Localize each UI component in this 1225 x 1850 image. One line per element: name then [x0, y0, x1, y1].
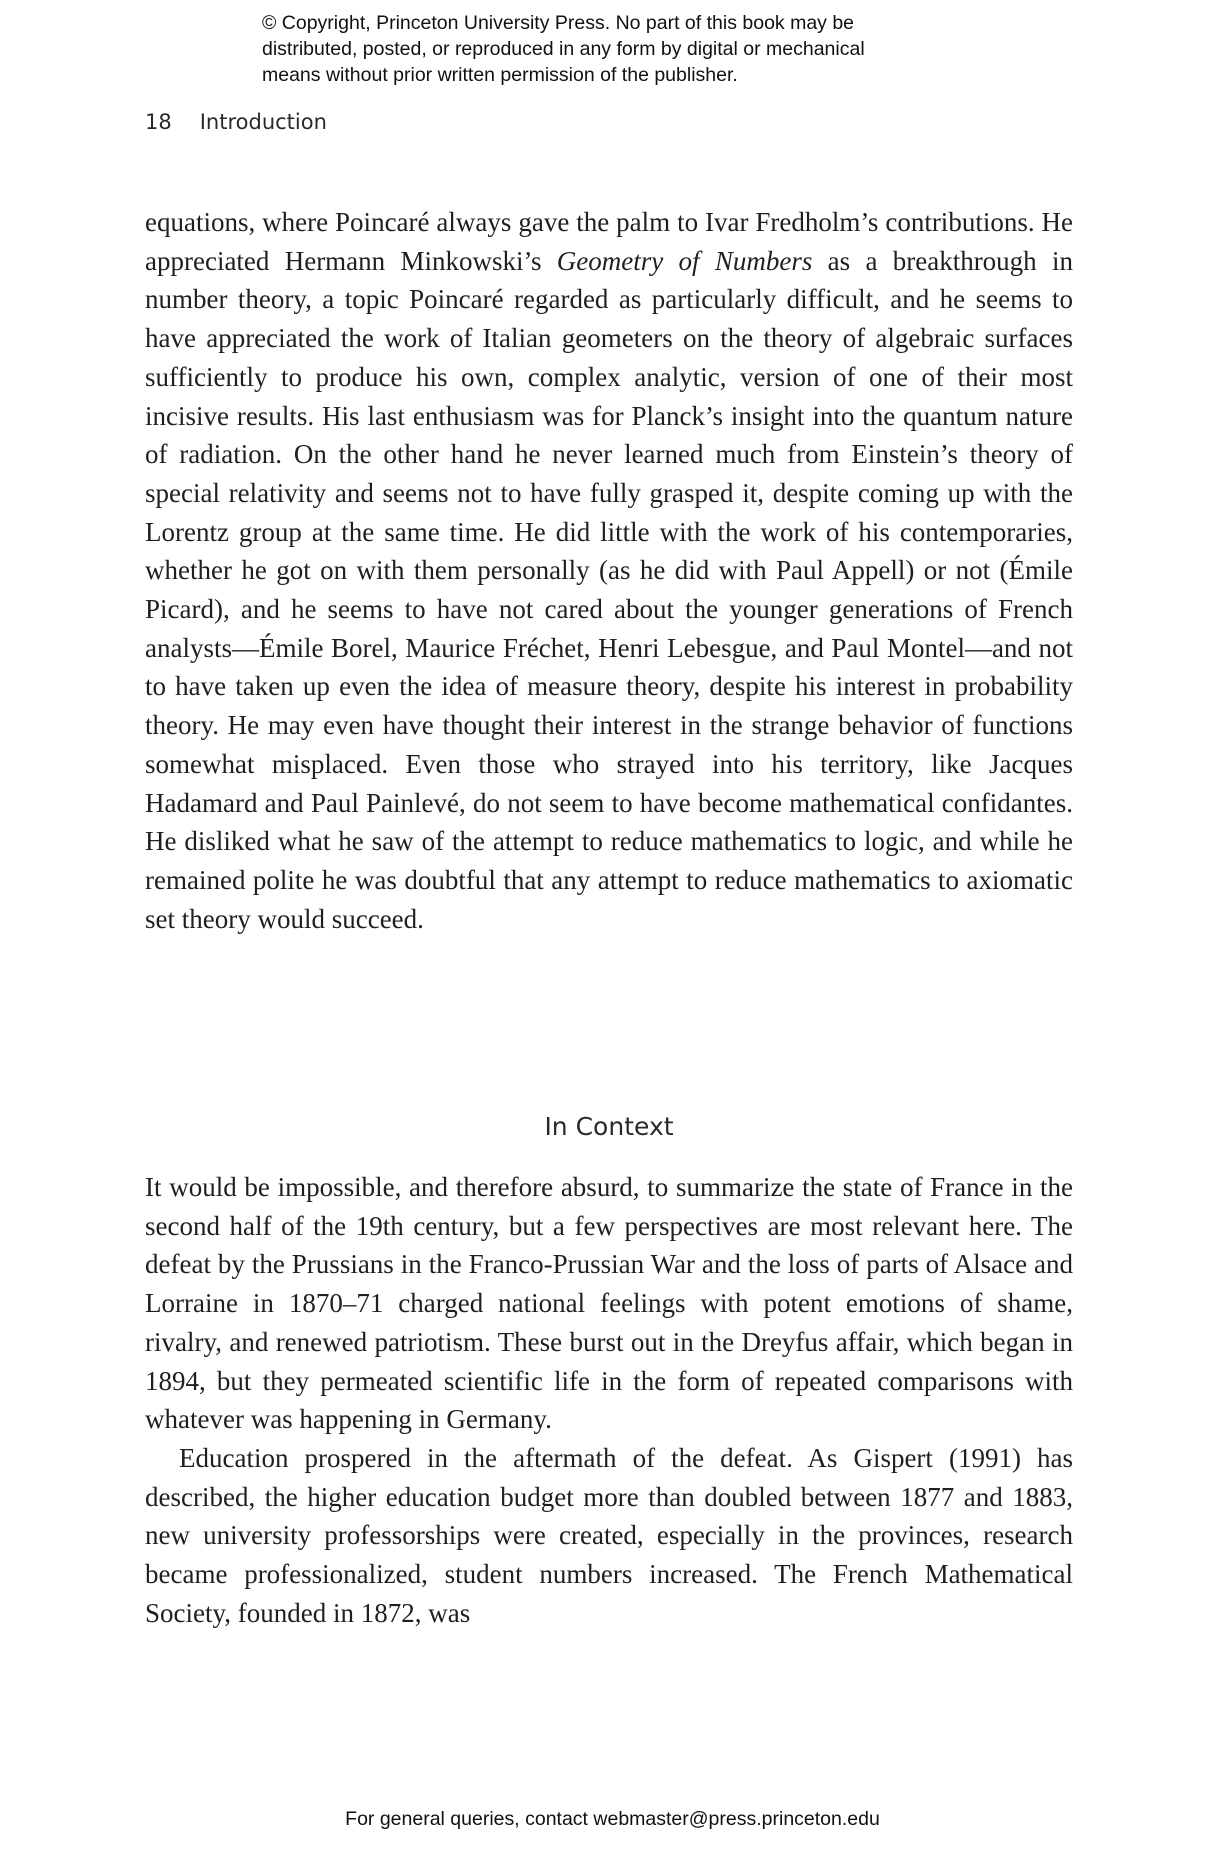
paragraph-1-text-a: equations, where Poincaré always gave the palm to Ivar Fredholm’s contributions. He appreciated Hermann Minkowski’s — [145, 207, 1073, 276]
page-number: 18 — [145, 110, 172, 134]
footer-contact: For general queries, contact webmaster@press.princeton.edu — [345, 1808, 880, 1830]
section-heading: In Context — [544, 1112, 674, 1141]
text-block-main — [145, 203, 1073, 938]
copyright-line: means without prior written permission of the publisher. — [262, 64, 738, 86]
book-title-geometry-of-numbers: Geometry of Numbers — [556, 245, 813, 276]
running-title: Introduction — [199, 110, 327, 134]
copyright-line: distributed, posted, or reproduced in any form by digital or mechanical — [262, 38, 865, 60]
paragraph-2: It would be impossible, and therefore absurd, to summarize the state of France in the second half of the 19th century, but a few perspectives are most relevant here. The defeat by the Prussians in the Franco-Prussian War and the loss of parts of Alsace and Lorraine in 1870–71 charged national feelings with potent emotions of shame, rivalry, and renewed patriotism. These burst out in the Dreyfus affair, which began in 1894, but they permeated scientific life in the form of repeated comparisons with whatever was happening in Germany. — [145, 1172, 1073, 1435]
paragraph-1 — [145, 203, 1073, 938]
copyright-notice — [262, 10, 982, 88]
paragraph-3: Education prospered in the aftermath of the defeat. As Gispert (1991) has described, the higher education budget more than doubled between 1877 and 1883, new university professorships were created, especially in the provinces, research became professionalized, student numbers increased. The French Mathematical Society, founded in 1872, was — [145, 1442, 1073, 1628]
copyright-line: © Copyright, Princeton University Press. No part of this book may be — [262, 12, 855, 34]
running-head — [145, 110, 327, 134]
paragraph-1-text-b: as a breakthrough in number theory, a topic Poincaré regarded as particularly difficult, and he seems to have appreciated the work of Italian geometers on the theory of algebraic surfaces sufficiently to produce his own, complex analytic, version of one of their most incisive results. His last enthusiasm was for Planck’s insight into the quantum nature of radiation. On the other hand he never learned much from Einstein’s theory of special relativity and seems not to have fully grasped it, despite coming up with the Lorentz group at the same time. He did little with the work of his contemporaries, whether he got on with them personally (as he did with Paul Appell) or not (Émile Picard), and he seems to have not cared about the younger generations of French analysts—Émile Borel, Maurice Fréchet, Henri Lebesgue, and Paul Montel—and not to have taken up even the idea of measure theory, despite his interest in probability theory. He may even have thought their interest in the strange behavior of functions somewhat misplaced. Even those who strayed into his territory, like Jacques Hadamard and Paul Painlevé, do not seem to have become mathematical confidantes. He disliked what he saw of the attempt to reduce mathematics to logic, and while he remained polite he was doubtful that any attempt to reduce mathematics to axiomatic set theory would succeed. — [145, 245, 1073, 934]
text-block-in-context — [145, 1168, 1073, 1632]
